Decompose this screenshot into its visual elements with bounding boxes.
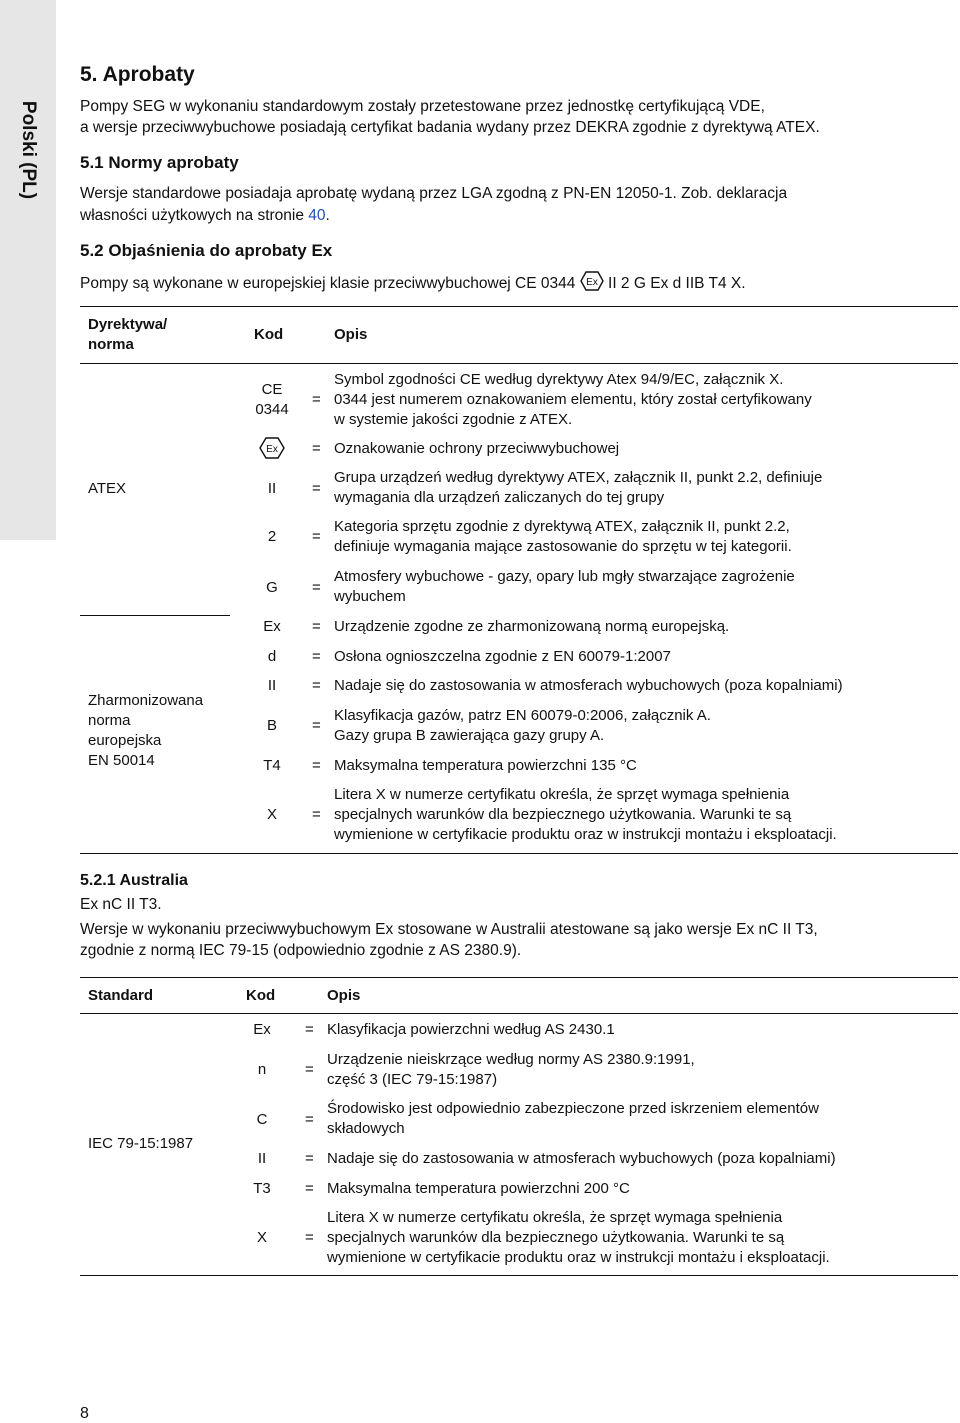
equals-sign: =	[305, 1061, 314, 1078]
table1-group-en-1: Zharmonizowana	[88, 692, 204, 709]
table2-top-rule	[80, 977, 958, 978]
table-row: Oznakowanie ochrony przeciwwybuchowej	[334, 440, 620, 457]
table-row: 0344	[255, 401, 289, 418]
table-row: Atmosfery wybuchowe - gazy, opary lub mgły stwarzające zagrożenie	[334, 568, 795, 585]
table-row: specjalnych warunków dla bezpiecznego użytkowania. Warunki te są	[334, 806, 792, 823]
table-row: T3	[253, 1180, 271, 1197]
s521-line-1: Wersje w wykonaniu przeciwwybuchowym Ex stosowane w Australii atestowane są jako wersje Ex nC II T3,	[80, 921, 818, 938]
table-row: 2	[267, 528, 277, 545]
table1-group-en-3: europejska	[88, 732, 162, 749]
table1-header-desc: Opis	[334, 326, 368, 343]
equals-sign: =	[305, 1021, 314, 1038]
table1-header-rule	[80, 363, 958, 364]
table2-group: IEC 79-15:1987	[88, 1135, 194, 1152]
table1-group-en-2: norma	[88, 712, 131, 729]
svg-text:Ex: Ex	[266, 444, 278, 455]
table1-header-directive-2: norma	[88, 336, 134, 353]
table-row: wymienione w certyfikacie produktu oraz w instrukcji montażu i eksploatacji.	[334, 826, 837, 843]
subsection-5-1-title: 5.1 Normy aprobaty	[80, 153, 239, 172]
ex-hexagon-icon	[580, 271, 604, 297]
table-row: wybuchem	[334, 588, 406, 605]
table-row: II	[257, 1150, 267, 1167]
table-row: CE	[261, 381, 283, 398]
table-row: X	[266, 806, 277, 823]
table-row: wymienione w certyfikacie produktu oraz w instrukcji montażu i eksploatacji.	[327, 1249, 830, 1266]
table-row: C	[256, 1111, 268, 1128]
s52-line: Pompy są wykonane w europejskiej klasie przeciwwybuchowej CE 0344 Ex II 2 G Ex d IIB T4 X.	[80, 271, 746, 297]
equals-sign: =	[305, 1150, 314, 1167]
equals-sign: =	[312, 648, 321, 665]
table1-bottom-rule	[80, 853, 958, 854]
table-row: część 3 (IEC 79-15:1987)	[327, 1071, 498, 1088]
table-row: Nadaje się do zastosowania w atmosferach wybuchowych (poza kopalniami)	[334, 677, 843, 694]
table-row: Maksymalna temperatura powierzchni 135 °C	[334, 757, 637, 774]
table-row: Ex	[253, 1021, 271, 1038]
table1-group-divider	[80, 615, 230, 616]
table-row: Symbol zgodności CE według dyrektywy Atex 94/9/EC, załącznik X.	[334, 371, 784, 388]
table1-header-directive: Dyrektywa/	[88, 316, 168, 333]
table2-header-rule	[80, 1013, 958, 1014]
equals-sign: =	[305, 1229, 314, 1246]
table-row: Nadaje się do zastosowania w atmosferach wybuchowych (poza kopalniami)	[327, 1150, 836, 1167]
equals-sign: =	[312, 717, 321, 734]
table-row: T4	[263, 757, 281, 774]
equals-sign: =	[312, 677, 321, 694]
table-row: Grupa urządzeń według dyrektywy ATEX, załącznik II, punkt 2.2, definiuje	[334, 469, 823, 486]
language-sidebar	[0, 0, 56, 540]
subsection-5-2-1-title: 5.2.1 Australia	[80, 872, 188, 889]
equals-sign: =	[312, 579, 321, 596]
table1-group-atex: ATEX	[88, 480, 127, 497]
equals-sign: =	[305, 1111, 314, 1128]
table-row: II	[267, 480, 277, 497]
table-row: B	[266, 717, 277, 734]
table2-header-standard: Standard	[88, 987, 154, 1004]
table2-header-desc: Opis	[327, 987, 361, 1004]
s51-line-1: Wersje standardowe posiadaja aprobatę wydaną przez LGA zgodną z PN-EN 12050-1. Zob. deklaracja	[80, 185, 788, 202]
table-row: wymagania dla urządzeń zaliczanych do tej grupy	[334, 489, 665, 506]
language-label: Polski (PL)	[18, 100, 39, 200]
table1-header-code: Kod	[254, 326, 284, 343]
equals-sign: =	[312, 391, 321, 408]
table-row: 0344 jest numerem oznakowaniem elementu, który został certyfikowany	[334, 391, 812, 408]
subsection-5-2-title: 5.2 Objaśnienia do aprobaty Ex	[80, 241, 333, 260]
table-row: Klasyfikacja powierzchni według AS 2430.1	[327, 1021, 615, 1038]
table2-bottom-rule	[80, 1275, 958, 1276]
table-row: składowych	[327, 1120, 405, 1137]
table-row: d	[267, 648, 277, 665]
equals-sign: =	[312, 480, 321, 497]
equals-sign: =	[312, 618, 321, 635]
table-row: Klasyfikacja gazów, patrz EN 60079-0:2006, załącznik A.	[334, 707, 711, 724]
s51-line-2: własności użytkowych na stronie 40.	[80, 207, 330, 224]
table-row: Maksymalna temperatura powierzchni 200 °C	[327, 1180, 630, 1197]
table1-group-en-4: EN 50014	[88, 752, 155, 769]
table-row: II	[267, 677, 277, 694]
table-row: Gazy grupa B zawierająca gazy grupy A.	[334, 727, 605, 744]
table-row: n	[257, 1061, 267, 1078]
table-row: Osłona ognioszczelna zgodnie z EN 60079-1:2007	[334, 648, 671, 665]
page-reference-link[interactable]: 40	[308, 207, 326, 224]
table-row: Kategoria sprzętu zgodnie z dyrektywą ATEX, załącznik II, punkt 2.2,	[334, 518, 790, 535]
table-row: w systemie jakości zgodnie z ATEX.	[334, 411, 573, 428]
equals-sign: =	[305, 1180, 314, 1197]
table-row: Urządzenie zgodne ze zharmonizowaną normą europejską.	[334, 618, 730, 635]
equals-sign: =	[312, 806, 321, 823]
intro-line-1: Pompy SEG w wykonaniu standardowym zostały przetestowane przez jednostkę certyfikującą VDE,	[80, 98, 765, 115]
equals-sign: =	[312, 757, 321, 774]
s521-subtitle: Ex nC II T3.	[80, 896, 162, 913]
table-row: X	[256, 1229, 267, 1246]
intro-line-2: a wersje przeciwwybuchowe posiadają certyfikat badania wydany przez DEKRA zgodnie z dyrektywą ATEX.	[80, 119, 820, 136]
equals-sign: =	[312, 440, 321, 457]
svg-text:Ex: Ex	[585, 277, 598, 288]
table-row: Ex	[263, 618, 281, 635]
ex-hexagon-icon	[259, 437, 285, 465]
table-row: Litera X w numerze certyfikatu określa, że sprzęt wymaga spełnienia	[334, 786, 790, 803]
table1-top-rule	[80, 306, 958, 307]
table-row: Środowisko jest odpowiednio zabezpieczone przed iskrzeniem elementów	[327, 1100, 819, 1117]
section-title: 5. Aprobaty	[80, 63, 195, 86]
table-row: definiuje wymagania mające zastosowanie do sprzętu w tej kategorii.	[334, 538, 792, 555]
s521-line-2: zgodnie z normą IEC 79-15 (odpowiednio zgodnie z AS 2380.9).	[80, 942, 522, 959]
table-row: Urządzenie nieiskrzące według normy AS 2380.9:1991,	[327, 1051, 695, 1068]
table2-header-code: Kod	[246, 987, 276, 1004]
table-row: specjalnych warunków dla bezpiecznego użytkowania. Warunki te są	[327, 1229, 785, 1246]
page-number: 8	[80, 1405, 89, 1422]
table-row: Litera X w numerze certyfikatu określa, że sprzęt wymaga spełnienia	[327, 1209, 783, 1226]
table-row: G	[266, 579, 278, 596]
equals-sign: =	[312, 528, 321, 545]
